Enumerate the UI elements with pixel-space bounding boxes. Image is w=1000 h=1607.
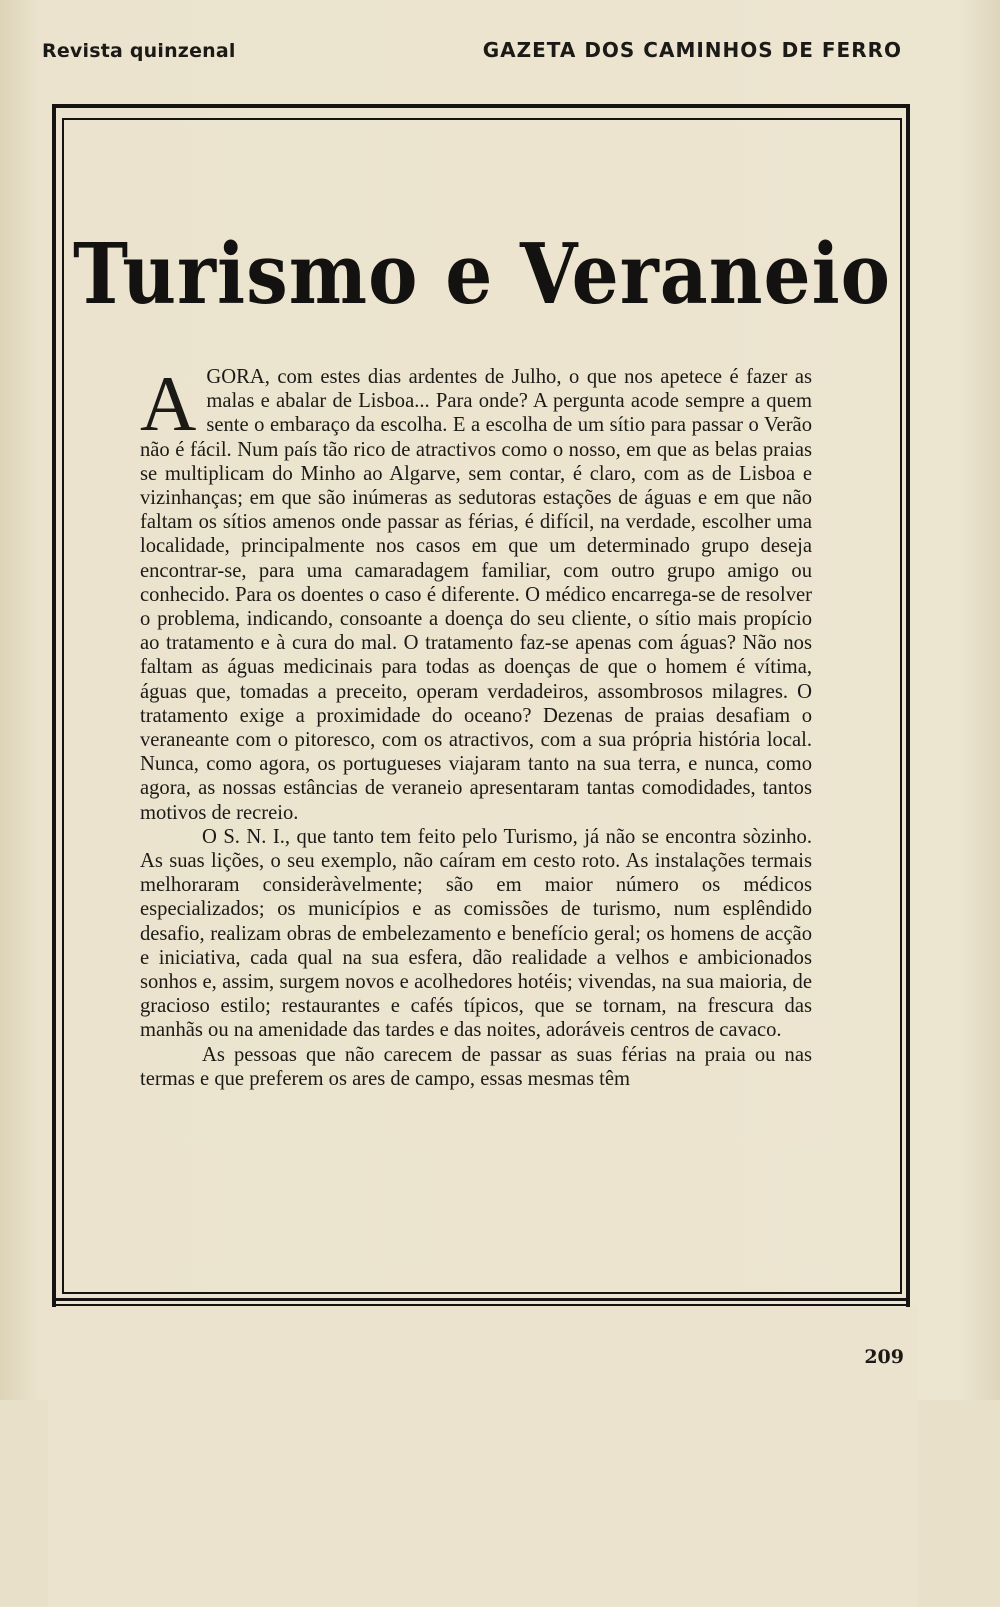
paragraph-1 (140, 360, 812, 825)
paragraph-2: O S. N. I., que tanto tem feito pelo Turismo, já não se encontra sòzinho. As suas lições, o seu exemplo, não caíram em cesto roto. As instalações termais melhoraram consideràvelmente; são em maior número os médicos especializados; os municípios e as comissões de turismo, num esplêndido desafio, realizam obras de embelezamento e benefício geral; os homens de acção e iniciativa, cada qual na sua esfera, dão realidade a velhos e ambicionados sonhos e, assim, surgem novos e acolhedores hotéis; vivendas, na sua maioria, de gracioso estilo; restaurantes e cafés típicos, que se tornam, na frescura das manhãs ou na amenidade das tardes e das noites, adoráveis centros de cavaco. (140, 825, 812, 1042)
drop-cap: A (140, 360, 197, 447)
paragraph-1-text: GORA, com estes dias ardentes de Julho, o que nos apetece é fazer as malas e abalar de Lisboa... Para onde? A pergunta acode sempre a quem sente o embaraço da escolha. E a escolha de um sítio para passar o Verão não é fácil. Num país tão rico de atractivos como o nosso, em que as belas praias se multiplicam do Minho ao Algarve, sem contar, é claro, com as de Lisboa e vizinhanças; em que são inúmeras as sedutoras estações de águas e em que não faltam os sítios amenos onde passar as férias, é difícil, na verdade, escolher uma localidade, principalmente nos casos em que um determinado grupo deseja encontrar-se, para uma camaradagem familiar, com outro grupo amigo ou conhecido. Para os doentes o caso é diferente. O médico encarrega-se de resolver o problema, indicando, consoante a doença do seu cliente, o sítio mais propício ao tratamento e à cura do mal. O tratamento faz-se apenas com águas? Não nos faltam as águas medicinais para todas as doenças de que o homem é vítima, águas que, tomadas a preceito, operam verdadeiros, assombrosos milagres. O tratamento exige a proximidade do oceano? Dezenas de praias desafiam o veraneante com o pitoresco, com os atractivos, com a sua própria história local. Nunca, como agora, os portugueses viajaram tanto na sua terra, e nunca, como agora, as nossas estâncias de veraneio apresentaram tantas comodidades, tantos motivos de recreio. (140, 366, 812, 824)
magazine-title: GAZETA DOS CAMINHOS DE FERRO (482, 38, 902, 62)
magazine-frequency: Revista quinzenal (42, 40, 236, 62)
article-title: Turismo e Veraneio (72, 226, 892, 324)
frame-mask (48, 1307, 918, 1607)
page-number: 209 (864, 1346, 904, 1368)
bottom-border (52, 1298, 910, 1306)
article-body (140, 360, 812, 1091)
paragraph-3: As pessoas que não carecem de passar as suas férias na praia ou nas termas e que preferem os ares de campo, essas mesmas têm (140, 1043, 812, 1090)
